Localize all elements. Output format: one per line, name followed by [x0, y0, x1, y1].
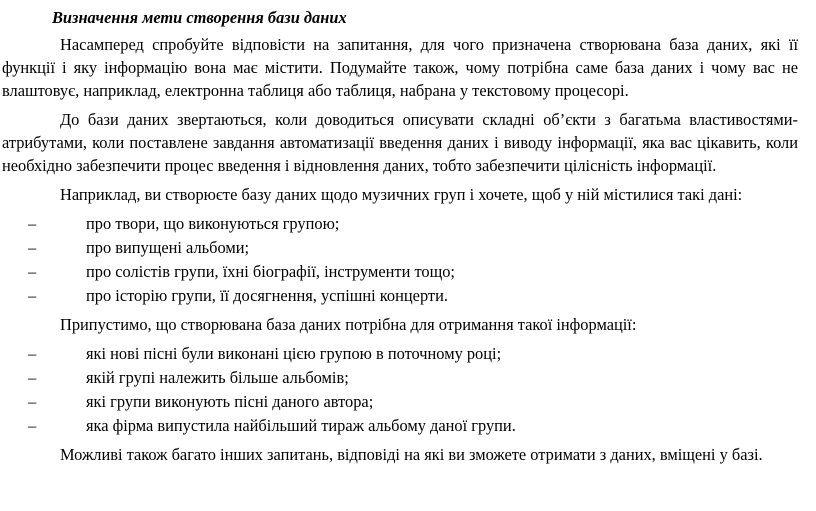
dash-bullet: – [28, 392, 37, 411]
paragraph-example: Наприклад, ви створюєте базу даних щодо музичних груп і хочете, щоб у ній містилися такі дані: [60, 185, 743, 204]
paragraph-intro: Насамперед спробуйте відповісти на запитання, для чого призначена створювана база даних, які її функції і яку інформацію вона має містити. Подумайте також, чому потрібна саме база даних і чому вас не влаштовує, наприклад, електронна таблиця або таблиця, набрана у текстовому процесорі. [2, 35, 798, 100]
dash-bullet: – [28, 286, 37, 305]
list-item [2, 414, 798, 437]
list-item [2, 284, 798, 307]
list-item-text: якій групі належить більше альбомів; [86, 368, 349, 387]
list-item-text: які групи виконують пісні даного автора; [86, 392, 374, 411]
query-list [2, 342, 798, 437]
list-item [2, 366, 798, 389]
paragraph-suppose: Припустимо, що створювана база даних потрібна для отримання такої інформації: [60, 315, 637, 334]
list-item-text: яка фірма випустила найбільший тираж альбому даної групи. [86, 416, 516, 435]
list-item [2, 390, 798, 413]
dash-bullet: – [28, 368, 37, 387]
list-item-text: про солістів групи, їхні біографії, інструменти тощо; [86, 262, 455, 281]
data-list [2, 212, 798, 307]
paragraph-when-to-use: До бази даних звертаються, коли доводиться описувати складні об’єкти з багатьма властивостями-атрибутами, коли поставлене завдання автоматизації введення даних і виводу інформації, яка вас цікавить, коли необхідно забезпечити процес введення і відновлення даних, тобто забезпечити цілісність інформації. [2, 110, 798, 175]
list-item-text: про випущені альбоми; [86, 238, 250, 257]
dash-bullet: – [28, 416, 37, 435]
section-title: Визначення мети створення бази даних [52, 8, 347, 27]
list-item [2, 236, 798, 259]
list-item [2, 212, 798, 235]
paragraph-conclusion: Можливі також багато інших запитань, відповіді на які ви зможете отримати з даних, вміщені у базі. [60, 445, 763, 464]
list-item-text: про історію групи, її досягнення, успішні концерти. [86, 286, 448, 305]
list-item-text: які нові пісні були виконані цією групою в поточному році; [86, 344, 502, 363]
dash-bullet: – [28, 262, 37, 281]
list-item [2, 260, 798, 283]
list-item [2, 342, 798, 365]
dash-bullet: – [28, 344, 37, 363]
dash-bullet: – [28, 214, 37, 233]
dash-bullet: – [28, 238, 37, 257]
list-item-text: про твори, що виконуються групою; [86, 214, 340, 233]
